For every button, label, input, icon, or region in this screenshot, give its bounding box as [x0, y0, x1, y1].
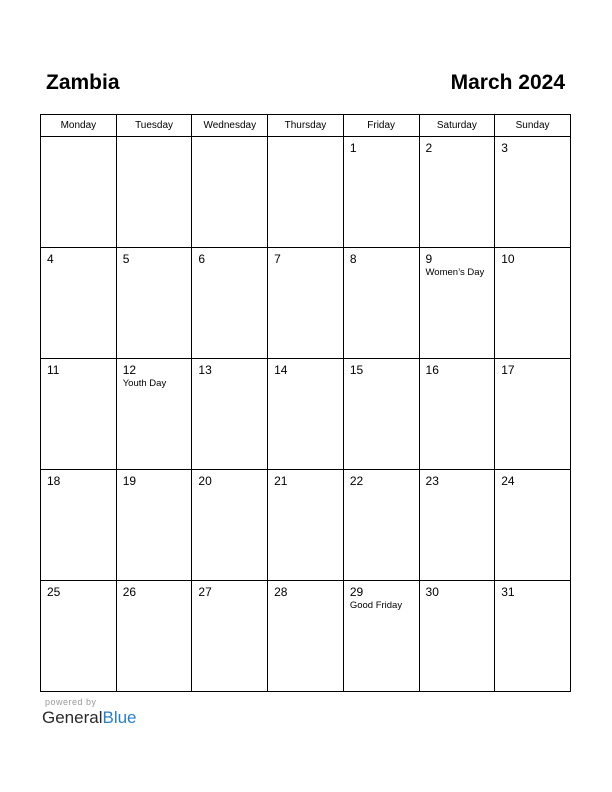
- day-cell: [116, 248, 192, 359]
- day-number: 26: [122, 585, 137, 599]
- day-cell: [116, 581, 192, 692]
- day-cell: [495, 248, 571, 359]
- day-cell: [41, 359, 117, 470]
- day-cell: [343, 137, 419, 248]
- day-number: 13: [198, 363, 212, 377]
- weekday-header: Friday: [343, 115, 419, 137]
- powered-by-text: powered by: [45, 697, 97, 707]
- day-cell: [268, 581, 344, 692]
- weekday-header: Monday: [41, 115, 117, 137]
- day-number: 31: [501, 585, 515, 599]
- day-cell: [41, 470, 117, 581]
- week-row: [41, 137, 571, 248]
- day-number: 14: [274, 363, 288, 377]
- day-cell: [419, 581, 495, 692]
- day-number: 2: [425, 141, 433, 155]
- day-cell: [41, 581, 117, 692]
- day-cell: [192, 581, 268, 692]
- week-row: [41, 359, 571, 470]
- weekday-header: Saturday: [419, 115, 495, 137]
- day-number: 22: [349, 474, 364, 488]
- day-cell: [495, 470, 571, 581]
- day-number: 5: [122, 252, 130, 266]
- day-cell: [268, 470, 344, 581]
- day-cell: [495, 581, 571, 692]
- day-cell: [192, 470, 268, 581]
- day-number: 15: [349, 363, 364, 377]
- day-number: 9: [425, 252, 433, 266]
- weekday-header: Tuesday: [116, 115, 192, 137]
- day-number: 28: [274, 585, 288, 599]
- day-number: 11: [47, 363, 60, 377]
- day-number: 21: [274, 474, 288, 488]
- day-cell: [419, 359, 495, 470]
- day-number: 10: [501, 252, 515, 266]
- day-cell: [192, 359, 268, 470]
- day-number: 20: [198, 474, 212, 488]
- brand-general-text: General: [42, 708, 103, 727]
- day-number: 16: [425, 363, 439, 377]
- day-cell: [41, 137, 117, 248]
- day-cell: [116, 137, 192, 248]
- day-cell: [343, 359, 419, 470]
- day-cell: [419, 248, 495, 359]
- day-number: 30: [425, 585, 439, 599]
- day-cell: [268, 248, 344, 359]
- day-number: 18: [47, 474, 61, 488]
- day-number: 17: [501, 363, 515, 377]
- holiday-label: Youth Day: [122, 378, 167, 389]
- country-title: Zambia: [46, 71, 120, 94]
- day-cell: [116, 359, 192, 470]
- day-number: 1: [349, 141, 357, 155]
- day-number: 6: [198, 252, 206, 266]
- brand-blue-text: Blue: [102, 708, 137, 727]
- day-number: 24: [501, 474, 515, 488]
- holiday-label: Women’s Day: [425, 267, 485, 278]
- day-cell: [343, 470, 419, 581]
- week-row: [41, 470, 571, 581]
- day-number: 27: [198, 585, 212, 599]
- day-number: 12: [122, 363, 137, 377]
- day-cell: [419, 470, 495, 581]
- weekday-header: Thursday: [268, 115, 344, 137]
- generalblue-logo: [42, 708, 137, 728]
- weekday-header-row: [41, 115, 571, 137]
- day-cell: [116, 470, 192, 581]
- day-cell: [419, 137, 495, 248]
- day-cell: [495, 137, 571, 248]
- day-number: 29: [349, 585, 364, 599]
- month-title: March 2024: [450, 71, 565, 94]
- day-number: 7: [274, 252, 281, 266]
- day-cell: [343, 248, 419, 359]
- day-number: 25: [47, 585, 61, 599]
- day-number: 4: [47, 252, 54, 266]
- holiday-label: Good Friday: [349, 600, 403, 611]
- day-cell: [268, 137, 344, 248]
- day-number: 8: [349, 252, 357, 266]
- day-cell: [495, 359, 571, 470]
- day-cell: [343, 581, 419, 692]
- day-cell: [192, 137, 268, 248]
- week-row: [41, 581, 571, 692]
- day-number: 19: [122, 474, 137, 488]
- weekday-header: Wednesday: [192, 115, 268, 137]
- week-row: [41, 248, 571, 359]
- day-number: 3: [501, 141, 508, 155]
- calendar-grid: [40, 114, 571, 692]
- day-cell: [192, 248, 268, 359]
- day-number: 23: [425, 474, 439, 488]
- weekday-header: Sunday: [495, 115, 571, 137]
- day-cell: [268, 359, 344, 470]
- day-cell: [41, 248, 117, 359]
